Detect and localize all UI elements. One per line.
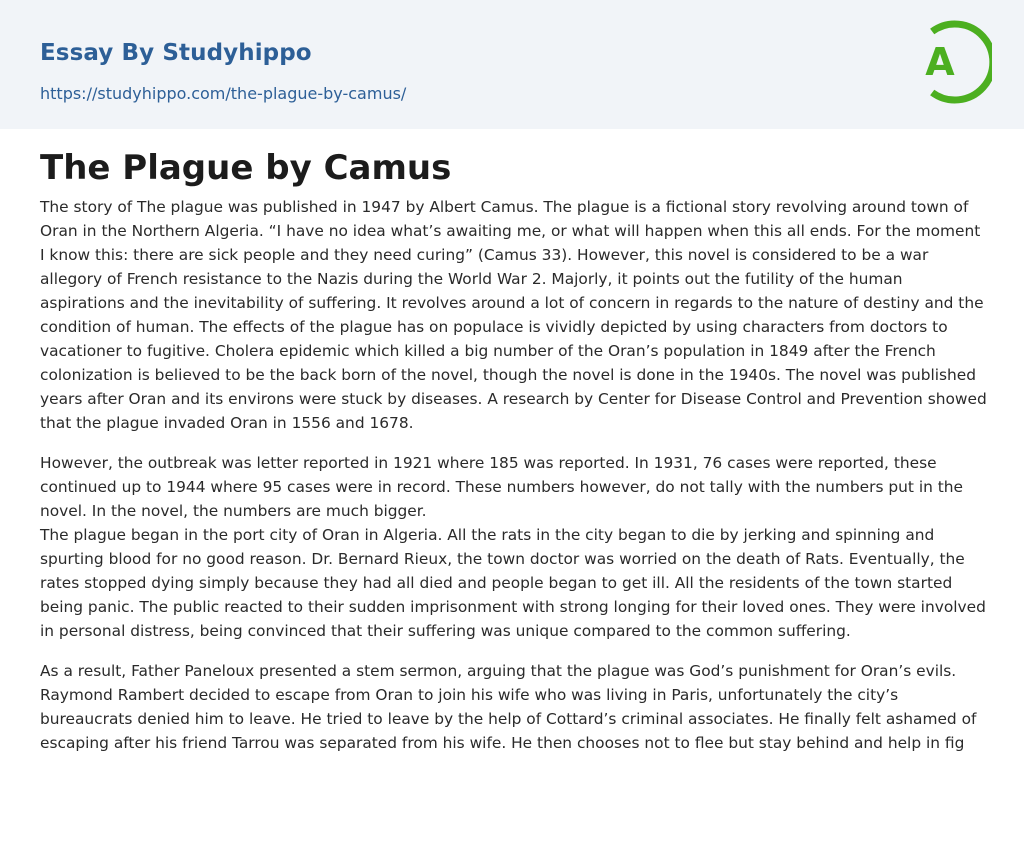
site-header — [0, 0, 1024, 129]
article — [40, 145, 988, 755]
article-paragraph: The plague began in the port city of Oran in Algeria. All the rats in the city began to die by jerking and spinning and spurting blood for no good reason. Dr. Bernard Rieux, the town doctor was worried on the death of Rats. Eventually, the rates stopped dying simply because they had all died and people began to get ill. All the residents of the town started being panic. The public reacted to their sudden imprisonment with strong longing for their loved ones. They were involved in personal distress, being convinced that their suffering was unique compared to the common suffering. — [40, 526, 986, 640]
studyhippo-logo[interactable] — [908, 16, 992, 108]
article-paragraph: As a result, Father Paneloux presented a stem sermon, arguing that the plague was God’s punishment for Oran’s evils. Raymond Rambert decided to escape from Oran to join his wife who was living in Paris, unfortunately the city’s bureaucrats denied him to leave. He tried to leave by the help of Cottard’s criminal associates. He finally felt ashamed of escaping after his friend Tarrou was separated from his wife. He then chooses not to flee but stay behind and help in fig — [40, 662, 977, 752]
article-paragraph: The story of The plague was published in 1947 by Albert Camus. The plague is a fictional story revolving around town of Oran in the Northern Algeria. “I have no idea what’s awaiting me, or what will happen when this all ends. For the moment I know this: there are sick people and they need curing” (Camus 33). However, this novel is considered to be a war allegory of French resistance to the Nazis during the World War 2. Majorly, it points out the futility of the human aspirations and the inevitability of suffering. It revolves around a lot of concern in regards to the nature of destiny and the condition of human. The effects of the plague has on populace is vividly depicted by using characters from doctors to vacationer to fugitive. Cholera epidemic which killed a big number of the Oran’s population in 1849 after the French colonization is believed to be the back born of the novel, though the novel is done in the 1940s. The novel was published years after Oran and its environs were stuck by diseases. A research by Center for Disease Control and Prevention showed that the plague invaded Oran in 1556 and 1678. — [40, 198, 987, 432]
page-url-link[interactable]: https://studyhippo.com/the-plague-by-camus/ — [40, 84, 407, 103]
article-paragraph: However, the outbreak was letter reported in 1921 where 185 was reported. In 1931, 76 cases were reported, these continued up to 1944 where 95 cases were in record. These numbers however, do not tally with the numbers put in the novel. In the novel, the numbers are much bigger. — [40, 454, 964, 520]
site-brand[interactable]: Essay By Studyhippo — [40, 40, 312, 66]
logo-letter: A — [925, 40, 955, 84]
article-title: The Plague by Camus — [40, 148, 452, 188]
